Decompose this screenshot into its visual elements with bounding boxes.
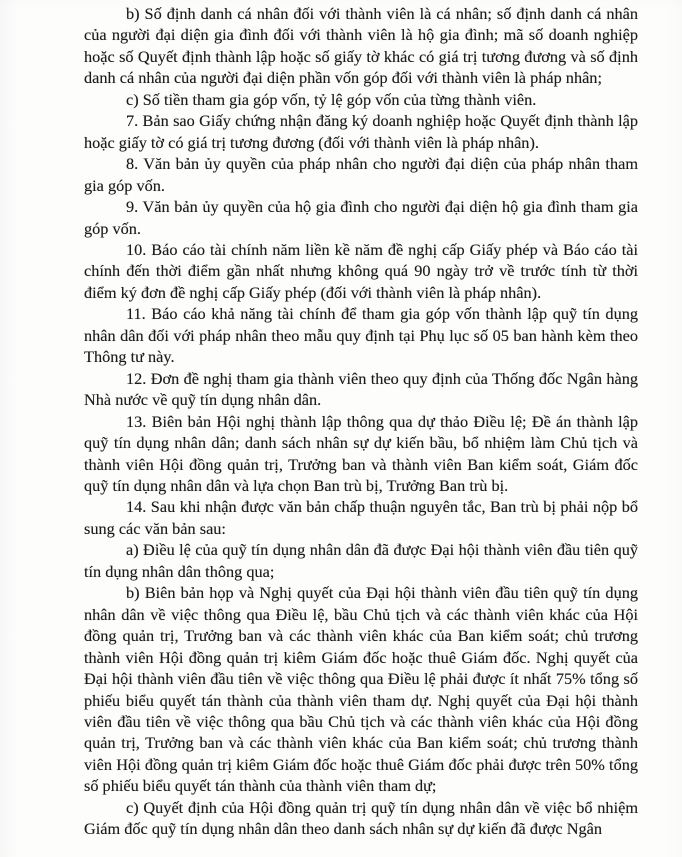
paragraph-item-12: 12. Đơn đề nghị tham gia thành viên theo quy định của Thống đốc Ngân hàng Nhà nước về quỹ tín dụng nhân dân. xyxy=(84,368,638,410)
paragraph-item-11: 11. Báo cáo khả năng tài chính để tham gia góp vốn thành lập quỹ tín dụng nhân dân đối với pháp nhân theo mẫu quy định tại Phụ lục số 05 ban hành kèm theo Thông tư này. xyxy=(84,304,638,367)
paragraph-item-7: 7. Bản sao Giấy chứng nhận đăng ký doanh nghiệp hoặc Quyết định thành lập hoặc giấy tờ có giá trị tương đương (đối với thành viên là pháp nhân). xyxy=(84,111,638,152)
paragraph-item-10: 10. Báo cáo tài chính năm liền kề năm đề nghị cấp Giấy phép và Báo cáo tài chính đến thời điểm gần nhất nhưng không quá 90 ngày trở về trước tính từ thời điểm ký đơn đề nghị cấp Giấy phép (đối với thành viên là pháp nhân). xyxy=(84,239,638,302)
paragraph-item-14: 14. Sau khi nhận được văn bản chấp thuận nguyên tắc, Ban trù bị phải nộp bổ sung các văn bản sau: xyxy=(84,497,638,538)
paragraph-item-9: 9. Văn bản ủy quyền của hộ gia đình cho người đại diện hộ gia đình tham gia góp vốn. xyxy=(84,197,638,238)
paragraph-item-c: c) Số tiền tham gia góp vốn, tỷ lệ góp vốn của từng thành viên. xyxy=(126,89,537,109)
paragraph-item-b: b) Số định danh cá nhân đối với thành viên là cá nhân; số định danh cá nhân của người đại diện gia đình đối với thành viên là hộ gia đình; mã số doanh nghiệp hoặc số Quyết định thành lập hoặc số giấy tờ khác có giá trị tương đương và số định danh cá nhân của người đại diện phần vốn góp đối với thành viên là pháp nhân; xyxy=(84,4,638,88)
paragraph-item-8: 8. Văn bản ủy quyền của pháp nhân cho người đại diện của pháp nhân tham gia góp vốn. xyxy=(84,154,638,195)
paragraph-item-14b: b) Biên bản họp và Nghị quyết của Đại hội thành viên đầu tiên quỹ tín dụng nhân dân về việc thông qua Điều lệ, bầu Chủ tịch và các thành viên khác của Hội đồng quản trị, Trưởng ban và các thành viên khác của Ban kiểm soát; chủ trương thành viên Hội đồng quản trị kiêm Giám đốc hoặc thuê Giám đốc. Nghị quyết của Đại hội thành viên đầu tiên về việc thông qua Điều lệ phải được ít nhất 75% tổng số phiếu biểu quyết tán thành của thành viên tham dự. Nghị quyết của Đại hội thành viên đầu tiên về việc thông qua bầu Chủ tịch và các thành viên khác của Hội đồng quản trị, Trưởng ban và các thành viên khác của Ban kiểm soát; chủ trương thành viên Hội đồng quản trị kiêm Giám đốc hoặc thuê Giám đốc phải được trên 50% tổng số phiếu biểu quyết tán thành của thành viên tham dự; xyxy=(84,583,638,796)
paragraph-item-14a: a) Điều lệ của quỹ tín dụng nhân dân đã được Đại hội thành viên đầu tiên quỹ tín dụng nhân dân thông qua; xyxy=(84,540,638,581)
paragraph-item-13: 13. Biên bản Hội nghị thành lập thông qua dự thảo Điều lệ; Đề án thành lập quỹ tín dụng nhân dân; danh sách nhân sự dự kiến bầu, bổ nhiệm làm Chủ tịch và thành viên Hội đồng quản trị, Trưởng ban và thành viên Ban kiểm soát, Giám đốc quỹ tín dụng nhân dân và lựa chọn Ban trù bị, Trưởng Ban trù bị. xyxy=(84,411,638,495)
paragraph-item-14c: c) Quyết định của Hội đồng quản trị quỹ tín dụng nhân dân về việc bổ nhiệm Giám đốc quỹ tín dụng nhân dân theo danh sách nhân sự dự kiến đã được Ngân xyxy=(84,797,638,839)
